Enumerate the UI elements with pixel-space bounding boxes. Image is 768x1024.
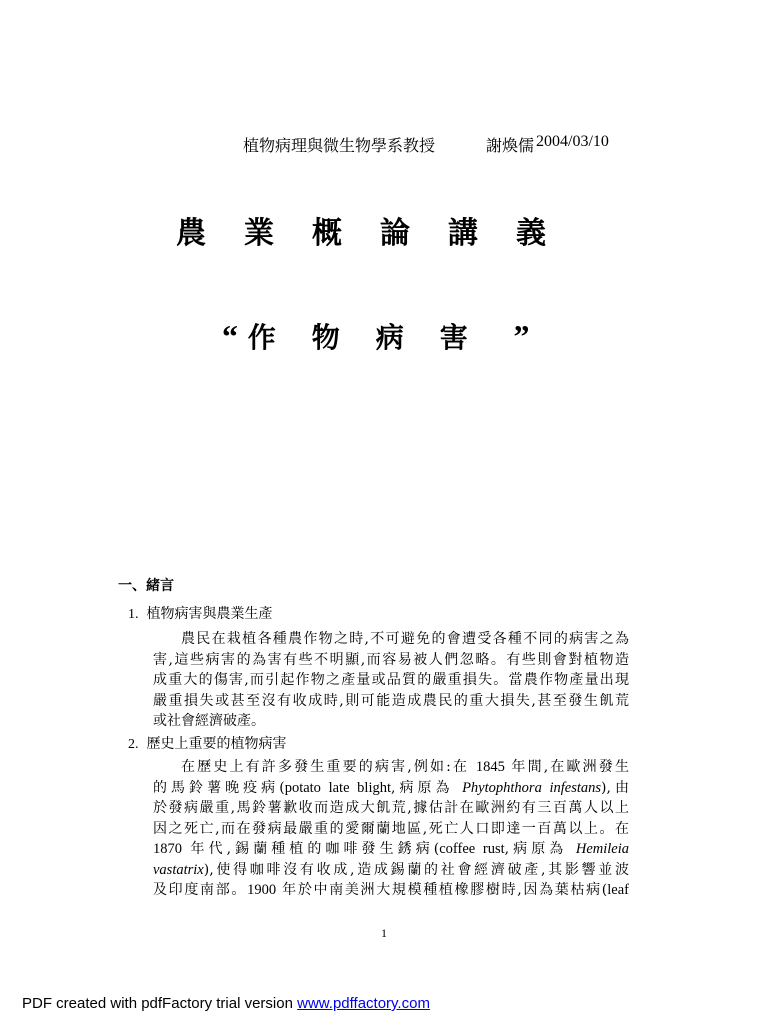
subtitle-text: 作物病害 — [247, 321, 504, 354]
paragraph-line: 於發病嚴重,馬鈴薯歉收而造成大飢荒,據估計在歐洲約有三百萬人以上 — [153, 800, 629, 816]
line-text: ,病原為 — [504, 841, 576, 857]
year-text: 1870 — [153, 841, 182, 857]
subtitle — [222, 314, 602, 360]
english-disease-name: coffee rust — [439, 841, 505, 857]
item-title: 植物病害與農業生產 — [146, 606, 273, 622]
subtitle-open-quote: “ — [222, 318, 238, 354]
line-text: 的馬鈴薯晚疫病( — [153, 779, 285, 796]
paragraph-line: 嚴重損失或甚至沒有收成時,則可能造成農民的重大損失,甚至發生飢荒 — [153, 692, 629, 709]
page-number: 1 — [381, 926, 387, 940]
document-date: 2004/03/10 — [536, 133, 609, 150]
item-number: 2. — [128, 737, 139, 752]
line-text: ,病原為 — [391, 779, 463, 796]
paragraph-line: 因之死亡,而在發病最嚴重的愛爾蘭地區,死亡人口即達一百萬以上。在 — [153, 820, 629, 837]
author-name: 謝煥儒 — [486, 136, 535, 155]
line-text: 年代,錫蘭種植的咖啡發生銹病( — [182, 841, 440, 857]
line-text: 年間,在歐洲發生 — [504, 759, 629, 775]
subtitle-close-quote: ” — [513, 318, 530, 354]
pathogen-name: Hemileia — [575, 841, 629, 857]
english-disease-name: potato late blight — [284, 779, 392, 796]
paragraph-line: 成重大的傷害,而引起作物之產量或品質的嚴重損失。當農作物產量出現 — [153, 672, 629, 688]
paragraph-line — [153, 860, 629, 881]
paragraph-line: 或社會經濟破產。 — [153, 713, 265, 729]
department-name: 植物病理與微生物學系教授 — [243, 136, 436, 155]
paragraph — [153, 757, 629, 901]
paragraph-line: 農民在栽植各種農作物之時,不可避免的會遭受各種不同的病害之為 — [181, 631, 629, 647]
pathogen-name: Phytophthora infestans — [462, 779, 602, 796]
line-text: ),使得咖啡沒有收成,造成錫蘭的社會經濟破產,其影響並波 — [203, 861, 629, 878]
paragraph-line — [153, 880, 629, 901]
item-heading — [128, 603, 273, 623]
line-text: 年於中南美洲大規模種植橡膠樹時,因為葉枯病( — [276, 882, 608, 898]
line-text: 在歷史上有許多發生重要的病害,例如:在 — [181, 759, 476, 775]
document-header — [0, 133, 768, 157]
pdf-footer — [22, 995, 430, 1012]
paragraph — [153, 629, 629, 732]
item-number: 1. — [128, 607, 139, 622]
item-heading — [128, 733, 287, 753]
pathogen-name: vastatrix — [153, 861, 204, 878]
line-text: 及印度南部。 — [153, 882, 248, 898]
line-text: ),由 — [601, 779, 629, 796]
paragraph-line — [153, 839, 629, 860]
english-disease-name: leaf — [607, 882, 629, 898]
item-title: 歷史上重要的植物病害 — [146, 736, 287, 752]
section-heading: 一、緒言 — [118, 578, 174, 594]
footer-text: PDF created with pdfFactory trial version — [22, 995, 298, 1012]
footer-link[interactable]: www.pdffactory.com — [297, 995, 430, 1012]
year-text: 1900 — [247, 882, 277, 898]
year-text: 1845 — [475, 759, 505, 775]
paragraph-line — [153, 757, 629, 778]
paragraph-line — [153, 778, 629, 799]
paragraph-line: 害,這些病害的為害有些不明顯,而容易被人們忽略。有些則會對植物造 — [153, 651, 629, 668]
main-title: 農業概論講義 — [176, 216, 584, 251]
